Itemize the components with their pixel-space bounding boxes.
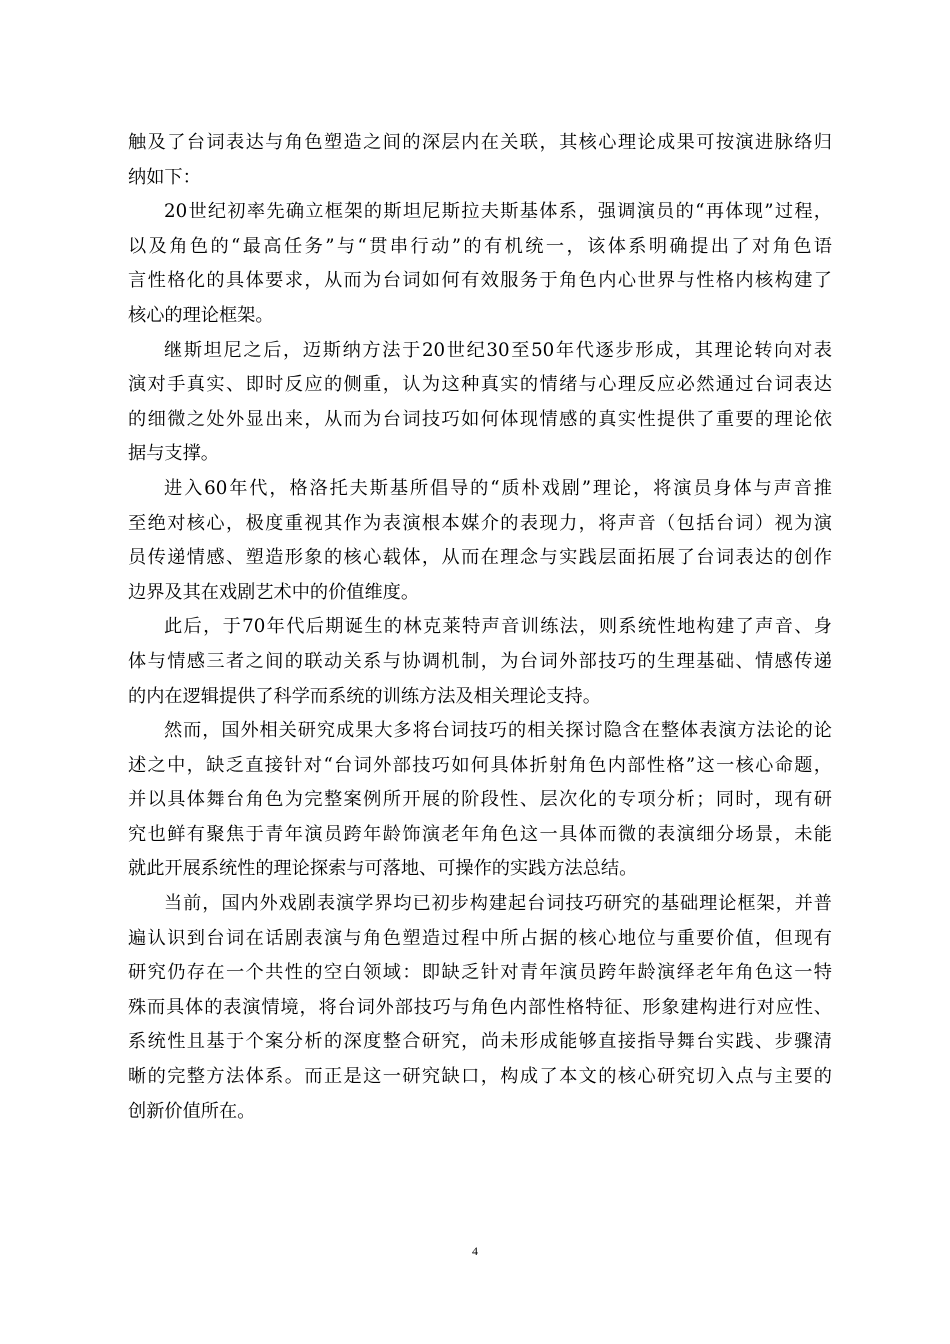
text-line: 当前，国内外戏剧表演学界均已初步构建起台词技巧研究的基础理论框架，并普 [164,893,832,915]
text-line: 创新价值所在。 [128,1100,256,1122]
text-line: 进入60年代，格洛托夫斯基所倡导的“质朴戏剧”理论，将演员身体与声音推 [164,477,832,499]
text-line: 述之中，缺乏直接针对“台词外部技巧如何具体折射角色内部性格”这一核心命题， [128,754,832,776]
text-line: 的内在逻辑提供了科学而系统的训练方法及相关理论支持。 [128,685,601,707]
text-line: 系统性且基于个案分析的深度整合研究，尚未形成能够直接指导舞台实践、步骤清 [128,1031,832,1053]
text-line: 殊而具体的表演情境，将台词外部技巧与角色内部性格特征、形象建构进行对应性、 [128,996,832,1018]
text-line: 纳如下： [128,166,201,188]
text-line: 边界及其在戏剧艺术中的价值维度。 [128,581,420,603]
text-line: 就此开展系统性的理论探索与可落地、可操作的实践方法总结。 [128,858,638,880]
text-line: 据与支撑。 [128,443,219,465]
text-line: 至绝对核心，极度重视其作为表演根本媒介的表现力，将声音（包括台词）视为演 [128,512,832,534]
text-line: 继斯坦尼之后，迈斯纳方法于20世纪30至50年代逐步形成，其理论转向对表 [164,339,832,361]
paragraph-continued [128,126,832,195]
text-line: 核心的理论框架。 [128,304,274,326]
text-line: 的细微之处外显出来，从而为台词技巧如何体现情感的真实性提供了重要的理论依 [128,408,832,430]
paragraph-meisner [128,334,832,472]
text-line: 演对手真实、即时反应的侧重，认为这种真实的情绪与心理反应必然通过台词表达 [128,374,832,396]
body-text [128,126,832,1129]
text-line: 触及了台词表达与角色塑造之间的深层内在关联，其核心理论成果可按演进脉络归 [128,132,832,153]
text-line: 以及角色的“最高任务”与“贯串行动”的有机统一，该体系明确提出了对角色语 [128,235,832,257]
text-line: 究也鲜有聚焦于青年演员跨年龄饰演老年角色这一具体而微的表演细分场景，未能 [128,823,832,845]
text-line: 20世纪初率先确立框架的斯坦尼斯拉夫斯基体系，强调演员的“再体现”过程， [164,201,832,223]
text-line: 体与情感三者之间的联动关系与协调机制，为台词外部技巧的生理基础、情感传递 [128,650,832,672]
text-line: 研究仍存在一个共性的空白领域：即缺乏针对青年演员跨年龄演绎老年角色这一特 [128,962,832,984]
text-line: 员传递情感、塑造形象的核心载体，从而在理念与实践层面拓展了台词表达的创作 [128,547,832,569]
paragraph-stanislavski [128,195,832,333]
text-line: 言性格化的具体要求，从而为台词如何有效服务于角色内心世界与性格内核构建了 [128,270,832,292]
paragraph-grotowski [128,472,832,610]
text-line: 并以具体舞台角色为完整案例所开展的阶段性、层次化的专项分析；同时，现有研 [128,789,832,811]
page-number: 4 [472,1244,478,1258]
text-line: 然而，国外相关研究成果大多将台词技巧的相关探讨隐含在整体表演方法论的论 [164,720,832,742]
paragraph-research-gap-foreign [128,714,832,887]
text-line: 遍认识到台词在话剧表演与角色塑造过程中所占据的核心地位与重要价值，但现有 [128,927,832,949]
text-line: 此后，于70年代后期诞生的林克莱特声音训练法，则系统性地构建了声音、身 [164,616,832,638]
paragraph-research-gap-summary [128,887,832,1129]
paragraph-linklater [128,610,832,714]
text-line: 晰的完整方法体系。而正是这一研究缺口，构成了本文的核心研究切入点与主要的 [128,1066,832,1088]
